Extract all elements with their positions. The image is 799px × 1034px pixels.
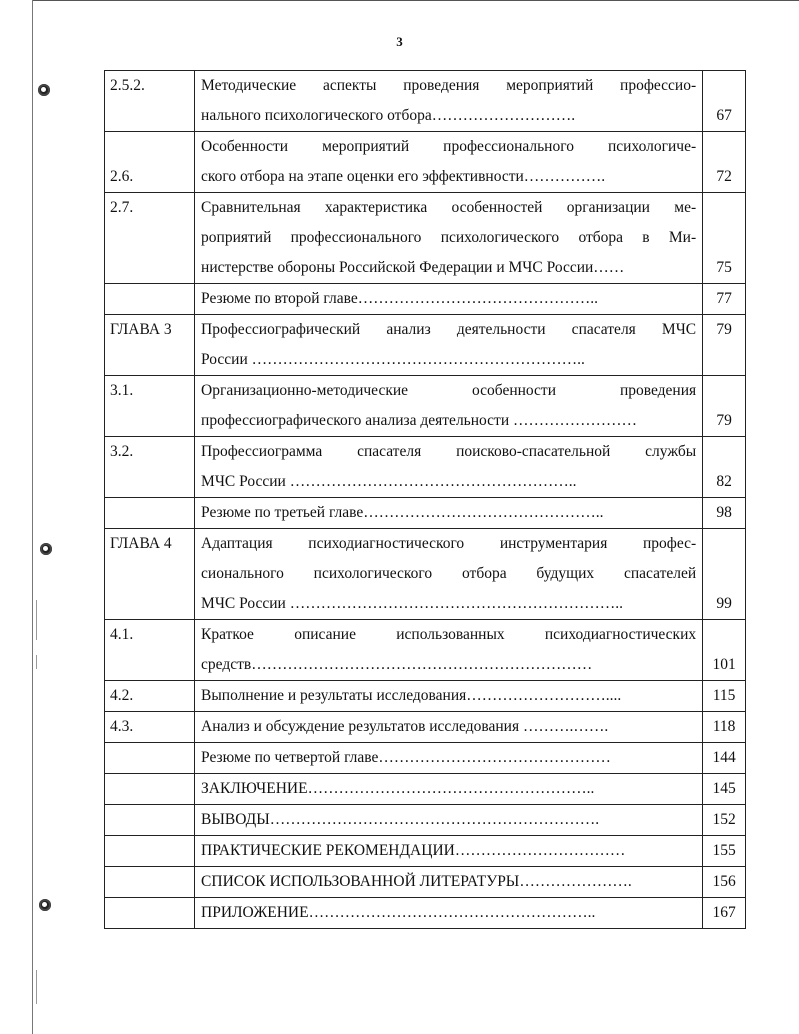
toc-title-line: Анализ и обсуждение результатов исследования ……….……. bbox=[201, 718, 609, 735]
toc-section-title bbox=[195, 805, 703, 836]
toc-section-number: 3.1. bbox=[105, 376, 195, 437]
toc-page-number: 75 bbox=[703, 193, 746, 284]
toc-row bbox=[105, 743, 746, 774]
toc-section-title bbox=[195, 743, 703, 774]
toc-row bbox=[105, 620, 746, 681]
page-number: 3 bbox=[396, 34, 403, 49]
toc-section-number bbox=[105, 867, 195, 898]
scan-mark bbox=[36, 970, 37, 1004]
toc-title-line: ского отбора на этапе оценки его эффективности……………. bbox=[201, 168, 606, 185]
toc-section-number: 2.5.2. bbox=[105, 71, 195, 132]
toc-page-number: 115 bbox=[703, 681, 746, 712]
toc-section-title bbox=[195, 71, 703, 132]
toc-title-line: ЗАКЛЮЧЕНИЕ……………………………………………….. bbox=[201, 780, 595, 797]
toc-section-title bbox=[195, 712, 703, 743]
toc-page-number: 77 bbox=[703, 284, 746, 315]
scan-left-edge bbox=[32, 0, 33, 1034]
toc-section-title bbox=[195, 132, 703, 193]
toc-section-number: 4.1. bbox=[105, 620, 195, 681]
toc-page-number: 72 bbox=[703, 132, 746, 193]
toc-section-title bbox=[195, 437, 703, 498]
toc-page-number: 118 bbox=[703, 712, 746, 743]
toc-section-number bbox=[105, 774, 195, 805]
toc-title-line: Организационно-методические особенности проведения bbox=[201, 382, 697, 399]
toc-title-line: роприятий профессионального психологического отбора в Ми- bbox=[201, 229, 697, 246]
toc-section-number bbox=[105, 743, 195, 774]
toc-section-title bbox=[195, 836, 703, 867]
toc-section-number: 3.2. bbox=[105, 437, 195, 498]
toc-row bbox=[105, 437, 746, 498]
toc-row bbox=[105, 284, 746, 315]
toc-title-line: МЧС России ……………………………………………….. bbox=[201, 473, 577, 490]
toc-page-number: 79 bbox=[703, 376, 746, 437]
scan-mark bbox=[36, 600, 37, 640]
binder-hole-icon bbox=[38, 84, 50, 96]
toc-section-title bbox=[195, 867, 703, 898]
toc-row bbox=[105, 774, 746, 805]
toc-section-number: ГЛАВА 4 bbox=[105, 529, 195, 620]
toc-page-number: 101 bbox=[703, 620, 746, 681]
toc-title-line: сионального психологического отбора будущих спасателей bbox=[201, 565, 697, 582]
toc-section-number: 4.2. bbox=[105, 681, 195, 712]
toc-title-line: Методические аспекты проведения мероприятий профессио- bbox=[201, 77, 697, 94]
scan-top-edge bbox=[32, 0, 799, 1]
toc-page-number: 144 bbox=[703, 743, 746, 774]
toc-row bbox=[105, 132, 746, 193]
toc-title-line: СПИСОК ИСПОЛЬЗОВАННОЙ ЛИТЕРАТУРЫ…………………. bbox=[201, 873, 632, 890]
toc-title-line: Профессиографический анализ деятельности спасателя МЧС bbox=[201, 321, 697, 338]
toc-title-line: нистерстве обороны Российской Федерации и МЧС России…… bbox=[201, 259, 625, 276]
toc-page-number: 99 bbox=[703, 529, 746, 620]
toc-title-line: ПРИЛОЖЕНИЕ……………………………………………….. bbox=[201, 904, 596, 921]
toc-title-line: Краткое описание использованных психодиагностических bbox=[201, 626, 697, 643]
table-of-contents bbox=[104, 70, 746, 929]
toc-row bbox=[105, 836, 746, 867]
toc-page-number: 156 bbox=[703, 867, 746, 898]
toc-title-line: МЧС России ……………………………………………………….. bbox=[201, 595, 623, 612]
toc-section-title bbox=[195, 681, 703, 712]
toc-row bbox=[105, 193, 746, 284]
toc-section-number: 2.7. bbox=[105, 193, 195, 284]
toc-row bbox=[105, 805, 746, 836]
toc-section-number bbox=[105, 898, 195, 929]
toc-title-line: Резюме по четвертой главе……………………………………… bbox=[201, 749, 611, 766]
toc-title-line: России ……………………………………………………….. bbox=[201, 351, 585, 368]
toc-title-line: Резюме по третьей главе……………………………………….. bbox=[201, 504, 604, 521]
toc-section-number bbox=[105, 836, 195, 867]
toc-row bbox=[105, 898, 746, 929]
toc-page-number: 155 bbox=[703, 836, 746, 867]
toc-title-line: Резюме по второй главе……………………………………….. bbox=[201, 290, 598, 307]
toc-title-line: нального психологического отбора………………………. bbox=[201, 107, 576, 124]
toc-section-number bbox=[105, 498, 195, 529]
toc-title-line: ПРАКТИЧЕСКИЕ РЕКОМЕНДАЦИИ…………………………… bbox=[201, 842, 626, 859]
toc-page-number: 145 bbox=[703, 774, 746, 805]
toc-title-line: Выполнение и результаты исследования……………………….... bbox=[201, 687, 622, 704]
toc-title-line: Особенности мероприятий профессионального психологиче- bbox=[201, 138, 697, 155]
toc-page-number: 79 bbox=[703, 315, 746, 376]
toc-page-number: 98 bbox=[703, 498, 746, 529]
toc-row bbox=[105, 867, 746, 898]
toc-section-title bbox=[195, 774, 703, 805]
toc-section-number: ГЛАВА 3 bbox=[105, 315, 195, 376]
toc-section-title bbox=[195, 498, 703, 529]
toc-section-number bbox=[105, 805, 195, 836]
toc-title-line: профессиографического анализа деятельности …………………… bbox=[201, 412, 637, 429]
toc-title-line: ВЫВОДЫ………………………………………………………. bbox=[201, 811, 600, 828]
toc-title-line: Сравнительная характеристика особенностей организации ме- bbox=[201, 199, 697, 216]
toc-row bbox=[105, 529, 746, 620]
scan-mark bbox=[36, 655, 37, 669]
toc-page-number: 82 bbox=[703, 437, 746, 498]
toc-row bbox=[105, 712, 746, 743]
toc-page-number: 152 bbox=[703, 805, 746, 836]
toc-section-title bbox=[195, 376, 703, 437]
toc-page-number: 67 bbox=[703, 71, 746, 132]
binder-hole-icon bbox=[40, 543, 52, 555]
toc-title-line: Адаптация психодиагностического инструментария профес- bbox=[201, 535, 697, 552]
toc-row bbox=[105, 498, 746, 529]
toc-row bbox=[105, 376, 746, 437]
toc-section-number: 2.6. bbox=[105, 132, 195, 193]
toc-row bbox=[105, 315, 746, 376]
binder-hole-icon bbox=[39, 899, 51, 911]
toc-row bbox=[105, 681, 746, 712]
toc-row bbox=[105, 71, 746, 132]
toc-section-number bbox=[105, 284, 195, 315]
toc-section-title bbox=[195, 193, 703, 284]
toc-section-title bbox=[195, 284, 703, 315]
toc-section-title bbox=[195, 620, 703, 681]
toc-section-number: 4.3. bbox=[105, 712, 195, 743]
toc-title-line: средств………………………………………………………… bbox=[201, 656, 593, 673]
toc-title-line: Профессиограмма спасателя поисково-спасательной службы bbox=[201, 443, 697, 460]
toc-section-title bbox=[195, 315, 703, 376]
toc-section-title bbox=[195, 529, 703, 620]
toc-page-number: 167 bbox=[703, 898, 746, 929]
toc-section-title bbox=[195, 898, 703, 929]
